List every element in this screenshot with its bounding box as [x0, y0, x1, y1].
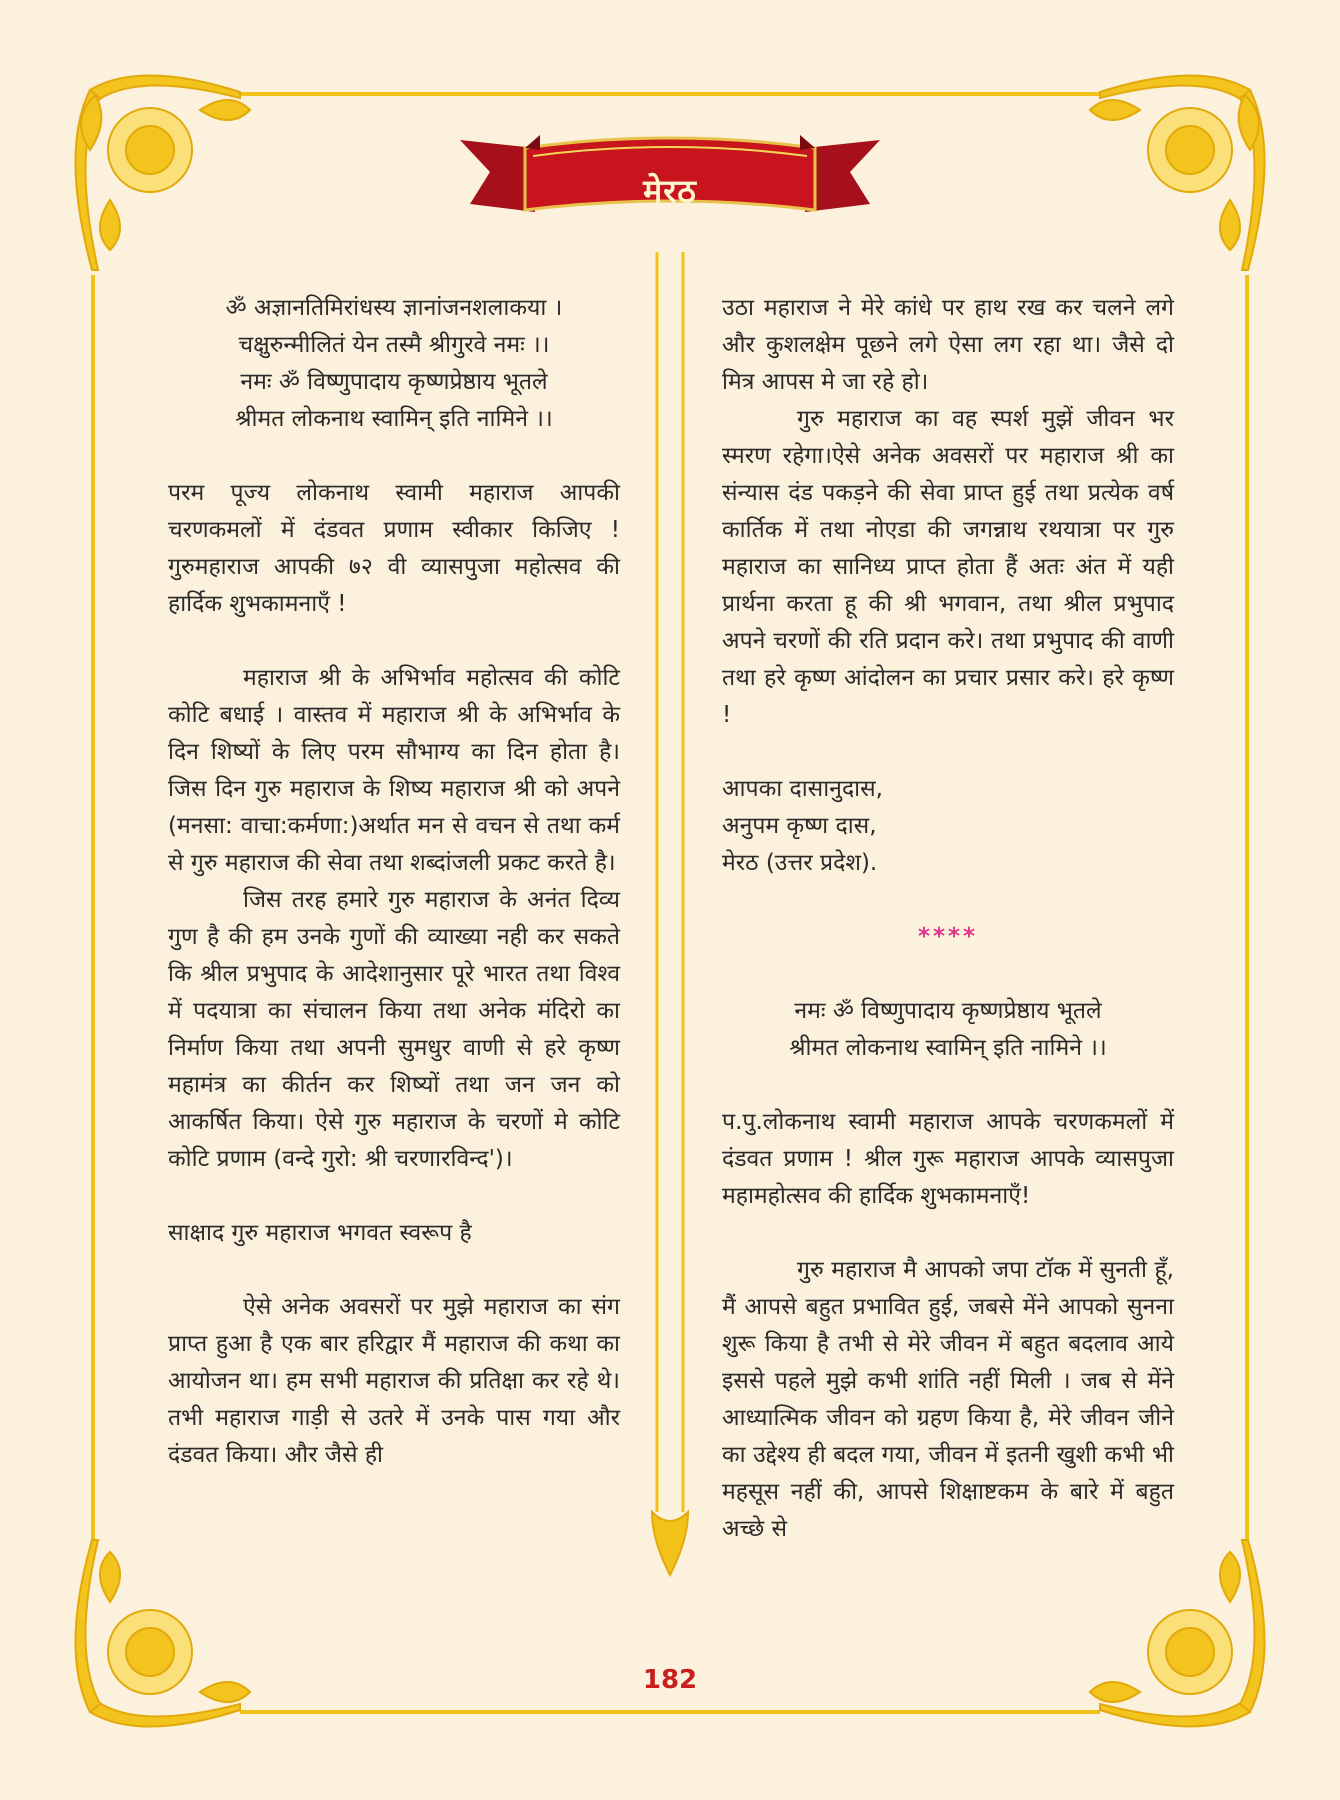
section-separator: ****: [917, 924, 979, 950]
body-paragraph: ऐसे अनेक अवसरों पर मुझे महाराज का संग प्राप्त हुआ है एक बार हरिद्वार मैं महाराज की कथा का आयोजन था। हम सभी महाराज की प्रतिक्षा कर रहे थे। तभी महाराज गाड़ी से उतरे में उनके पास गया और दंडवत किया। और जैसे ही: [168, 1294, 620, 1468]
verse-line: ॐ अज्ञानतिमिरांधस्य ज्ञानांजनशलाकया ।: [225, 295, 563, 321]
left-column: [168, 290, 620, 1474]
verse-line: श्रीमत लोकनाथ स्वामिन् इति नामिने ।।: [235, 406, 553, 432]
page-title: मेरठ: [643, 172, 697, 210]
column-divider: [652, 252, 688, 1575]
greeting-paragraph: परम पूज्य लोकनाथ स्वामी महाराज आपकी चरणकमलों में दंडवत प्रणाम स्वीकार किजिए ! गुरुमहाराज आपकी ७२ वी व्यासपुजा महोत्सव की हार्दिक शुभकामनाएँ !: [168, 480, 620, 617]
corner-ornament-top-right: [1090, 75, 1265, 270]
corner-ornament-top-left: [75, 75, 250, 270]
body-paragraph: गुरु महाराज का वह स्पर्श मुझें जीवन भर स्मरण रहेगा।ऐसे अनेक अवसरों पर महाराज श्री का संन्यास दंड पकड़ने की सेवा प्राप्त हुई तथा प्रत्येक वर्ष कार्तिक में तथा नोएडा की जगन्नाथ रथयात्रा पर गुरु महाराज का सानिध्य प्राप्त होता हैं अतः अंत में यही प्रार्थना करता हू की श्री भगवान, तथा श्रील प्रभुपाद अपने चरणों की रति प्रदान करे। तथा प्रभुपाद की वाणी तथा हरे कृष्ण आंदोलन का प्रचार प्रसार करे। हरे कृष्ण !: [722, 406, 1174, 728]
right-column: [722, 290, 1174, 1548]
verse-line: नमः ॐ विष्णुपादाय कृष्णप्रेष्ठाय भूतले: [240, 369, 548, 395]
body-paragraph: जिस तरह हमारे गुरु महाराज के अनंत दिव्य गुण है की हम उनके गुणों की व्याख्या नही कर सकते कि श्रील प्रभुपाद के आदेशानुसार पूरे भारत तथा विश्व में पदयात्रा का संचालन किया तथा अनेक मंदिरो का निर्माण किया तथा अपनी सुमधुर वाणी से हरे कृष्ण महामंत्र का कीर्तन कर शिष्यों तथा जन जन को आकर्षित किया। ऐसे गुरु महाराज के चरणों मे कोटि कोटि प्रणाम (वन्दे गुरो: श्री चरणारविन्द')।: [168, 887, 620, 1172]
statement-line: साक्षाद गुरु महाराज भगवत स्वरूप है: [168, 1220, 472, 1246]
greeting-paragraph: प.पु.लोकनाथ स्वामी महाराज आपके चरणकमलों में दंडवत प्रणाम ! श्रील गुरू महाराज आपके व्यासपुजा महामहोत्सव की हार्दिक शुभकामनाएँ!: [722, 1109, 1174, 1209]
body-paragraph: महाराज श्री के अभिर्भाव महोत्सव की कोटि कोटि बधाई । वास्तव में महाराज श्री के अभिर्भाव के दिन शिष्यों के लिए परम सौभाग्य का दिन होता है। जिस दिन गुरु महाराज के शिष्य महाराज श्री को अपने (मनसा: वाचा:कर्मणा:)अर्थात मन से वचन से तथा कर्म से गुरु महाराज की सेवा तथा शब्दांजली प्रकट करते है।: [168, 665, 620, 876]
signoff-line: आपका दासानुदास,: [722, 776, 883, 802]
signoff-line: मेरठ (उत्तर प्रदेश).: [722, 850, 878, 876]
corner-ornament-bottom-left: [75, 1540, 250, 1727]
body-paragraph: गुरु महाराज मै आपको जपा टॉक में सुनती हूँ, मैं आपसे बहुत प्रभावित हुई, जबसे मेंने आपको सुनना शुरू किया है तभी से मेरे जीवन में बहुत बदलाव आये इससे पहले मुझे कभी शांति नहीं मिली । जब से मेंने आध्यात्मिक जीवन को ग्रहण किया है, मेरे जीवन जीने का उद्देश्य ही बदल गया, जीवन में इतनी खुशी कभी भी महसूस नहीं की, आपसे शिक्षाष्टकम के बारे में बहुत अच्छे से: [722, 1257, 1174, 1542]
body-paragraph: उठा महाराज ने मेरे कांधे पर हाथ रख कर चलने लगे और कुशलक्षेम पूछने लगे ऐसा लग रहा था। जैसे दो मित्र आपस मे जा रहे हो।: [722, 295, 1174, 395]
verse-line: नमः ॐ विष्णुपादाय कृष्णप्रेष्ठाय भूतले: [794, 998, 1102, 1024]
verse-line: चक्षुरुन्मीलितं येन तस्मै श्रीगुरवे नमः ।।: [238, 332, 550, 358]
signoff-line: अनुपम कृष्ण दास,: [722, 813, 877, 839]
verse-line: श्रीमत लोकनाथ स्वामिन् इति नामिने ।।: [789, 1035, 1107, 1061]
corner-ornament-bottom-right: [1090, 1540, 1265, 1727]
page-number: 182: [642, 1665, 698, 1695]
